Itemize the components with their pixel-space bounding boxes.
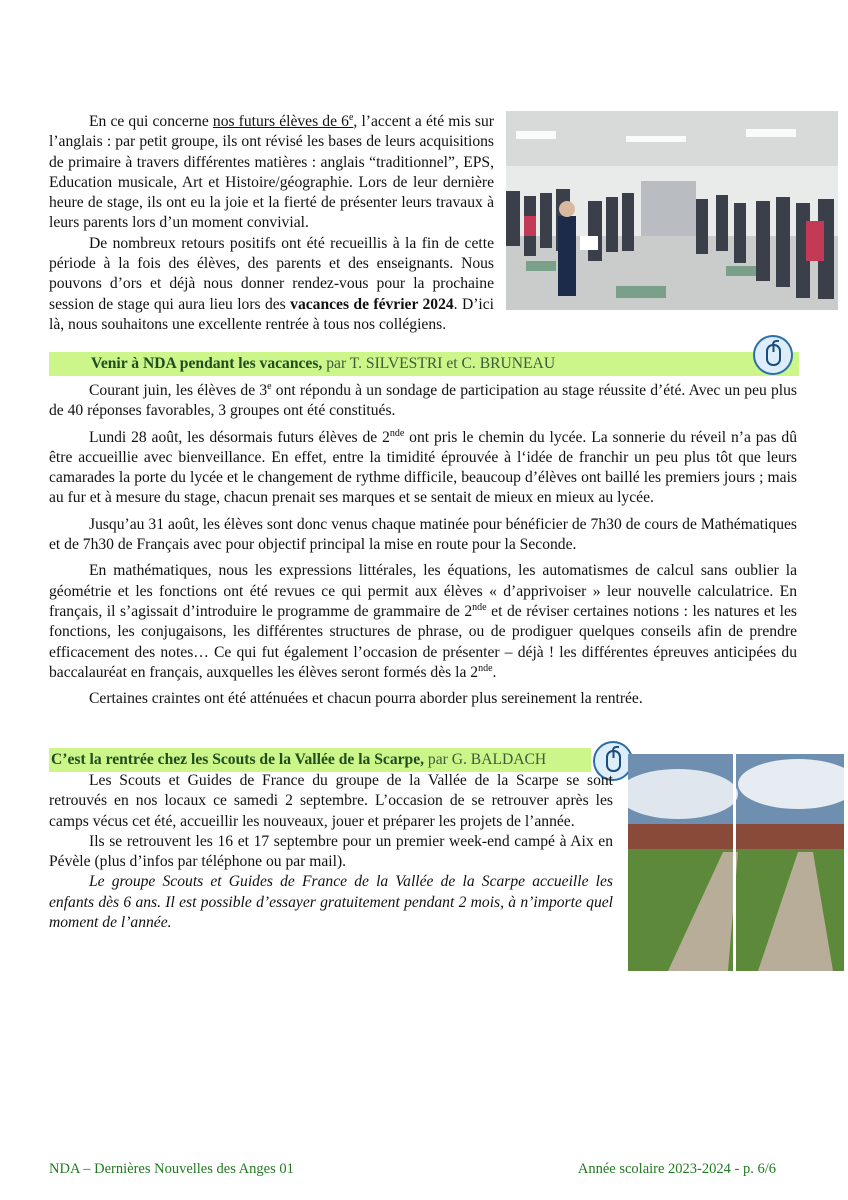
section2-title: C’est la rentrée chez les Scouts de la Vallée de la Scarpe,	[51, 751, 425, 768]
computer-mouse-icon[interactable]	[753, 335, 793, 375]
scouts-photo	[628, 754, 844, 971]
s2-paragraph-1: Les Scouts et Guides de France du groupe de la Vallée de la Scarpe se sont retrouvés en nos locaux ce samedi 2 septembre. L’occasion de se retrouver après les camps vécus cet été, accueillir les nouveaux, jouer et préparer les projets de l’année.	[49, 772, 613, 830]
section-title: Venir à NDA pendant les vacances,	[91, 355, 323, 372]
s2-paragraph-2: Ils se retrouvent les 16 et 17 septembre pour un premier week-end campé à Aix en Pévèle (plus d’infos par téléphone ou par mail).	[49, 832, 613, 871]
section-byline: par T. SILVESTRI et C. BRUNEAU	[322, 355, 556, 372]
s2-paragraph-3: Le groupe Scouts et Guides de France de la Vallée de la Scarpe accueille les enfants dès 6 ans. Il est possible d’essayer gratuitement pendant 2 mois, à n’importe quel moment de l’année.	[49, 873, 613, 932]
s1-paragraph-2: Lundi 28 août, les désormais futurs élèves de 2nde ont pris le chemin du lycée. La sonnerie du réveil n’a pas dû être accueillie avec bienveillance. En effet, entre la timidité éprouvée à l‘idée de franchir un peu plus tôt que leurs camarades la porte du lycée et le changement de rythme difficile, beaucoup d’élèves ont baillé les premiers jours ; mais au fur et à mesure du stage, chacun prenait ses marques et se sentait de mieux en mieux au lycée.	[49, 427, 797, 507]
intro-text-block	[49, 112, 494, 335]
s1-paragraph-3: Jusqu’au 31 août, les élèves sont donc venus chaque matinée pour bénéficier de 7h30 de cours de Mathématiques et de 7h30 de Français avec pour objectif principal la mise en route pour la Seconde.	[49, 515, 797, 554]
section-heading-vacances	[49, 352, 799, 376]
s1-paragraph-5: Certaines craintes ont été atténuées et chacun pourra aborder plus sereinement la rentrée.	[89, 690, 643, 708]
section-heading-scouts	[49, 748, 591, 772]
intro-paragraph-2-tail: . D’ici là, nous souhaitons une excellente rentrée à tous nos collégiens.	[49, 295, 494, 333]
students-presentation-photo	[506, 111, 838, 310]
intro-paragraph-1: En ce qui concerne nos futurs élèves de 6e, l’accent a été mis sur l’anglais : par petit groupe, ils ont révisé les bases de leurs acquisitions de primaire à travers différentes matières : anglais “traditionnel”, EPS, Education musicale, Art et Histoire/géographie. Lors de leur dernière heure de stage, ils ont eu la joie et la fierté de présenter leurs travaux à leurs parents lors d’un moment convivial.	[49, 111, 494, 232]
section2-body	[49, 771, 613, 933]
section2-byline: par G. BALDACH	[424, 751, 547, 768]
s1-paragraph-4: En mathématiques, nous les expressions littérales, les équations, les automatismes de calcul sans oublier la géométrie et les fonctions ont été revues ce qui permit aux élèves « d’apprivoiser » leur nouvelle calculatrice. En français, il s’agissait d’introduire le programme de grammaire de 2nde et de réviser certaines notions : les natures et les fonctions, les conjugaisons, les différentes structures de phrase, ou de prodiguer quelques conseils afin de prendre efficacement des notes… Ce qui fut également l’occasion de présenter – déjà ! les différentes épreuves anticipées du baccalauréat en français, auxquelles les élèves seront formés dès la 2nde.	[49, 562, 797, 681]
section1-body	[49, 381, 797, 709]
footer-left: NDA – Dernières Nouvelles des Anges 01	[49, 1161, 294, 1177]
intro-paragraph-2: De nombreux retours positifs ont été recueillis à la fin de cette période à la fois des élèves, des parents et des enseignants. Nous pouvons d’ors et déjà nous donner rendez-vous pour la prochaine session de stage qui aura lieu lors des vacances de février 2024. D’ici là, nous souhaitons une excellente rentrée à tous nos collégiens.	[49, 234, 494, 333]
s1-paragraph-1: Courant juin, les élèves de 3e ont répondu à un sondage de participation au stage réussite d’été. Avec un peu plus de 40 réponses favorables, 3 groupes ont été constitués.	[49, 380, 797, 420]
footer-right: Année scolaire 2023-2024 - p. 6/6	[577, 1161, 776, 1177]
